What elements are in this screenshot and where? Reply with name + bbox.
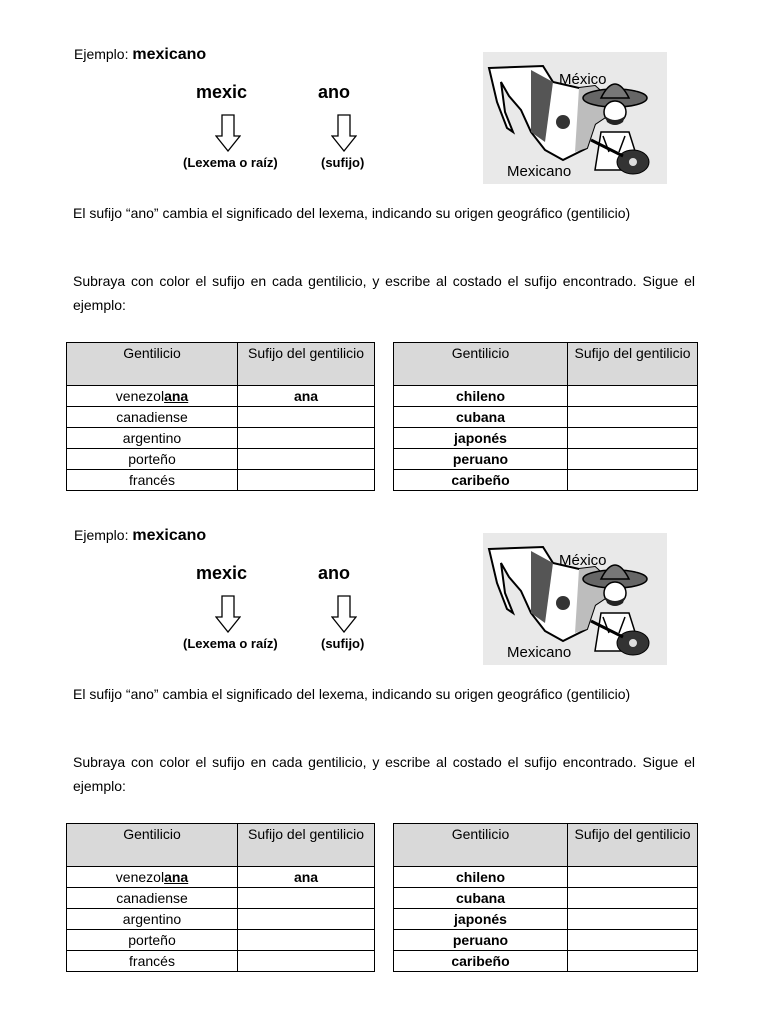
table-row: [394, 386, 698, 407]
image-bottom-text: Mexicano: [507, 644, 572, 661]
gentilicio-cell: caribeño: [394, 951, 568, 972]
table-header: Sufijo del gentilicio: [568, 343, 698, 386]
suffix-answer-cell[interactable]: [568, 951, 698, 972]
worksheet-section-1: [0, 0, 768, 488]
gentilicio-cell: cubana: [394, 407, 568, 428]
gentilicio-cell: japonés: [394, 909, 568, 930]
example-word: mexicano: [132, 46, 207, 63]
image-top-text: México: [559, 71, 607, 88]
table-row: [394, 930, 698, 951]
gentilicio-cell: japonés: [394, 428, 568, 449]
mexico-illustration: [483, 533, 667, 665]
gentilicio-cell: peruano: [394, 449, 568, 470]
gentilicio-cell: caribeño: [394, 470, 568, 491]
gentilicio-cell: francés: [67, 951, 238, 972]
explanation-paragraph: El sufijo “ano” cambia el significado del lexema, indicando su origen geográfico (gentilicio): [73, 205, 631, 221]
explanation-paragraph: El sufijo “ano” cambia el significado del lexema, indicando su origen geográfico (gentilicio): [73, 686, 631, 702]
gentilicio-cell: chileno: [394, 867, 568, 888]
table-header: Sufijo del gentilicio: [238, 343, 375, 386]
example-suffix-answer: ana: [238, 867, 375, 888]
suffix-answer-cell[interactable]: [568, 909, 698, 930]
worksheet-section-2: [0, 481, 768, 969]
suffix-answer-cell[interactable]: [568, 930, 698, 951]
suffix-answer-cell[interactable]: [238, 407, 375, 428]
table-header: Gentilicio: [394, 343, 568, 386]
underlined-suffix: ana: [164, 869, 189, 885]
down-arrow-icon: [331, 595, 357, 633]
example-word: mexicano: [132, 527, 207, 544]
table-row: [67, 386, 375, 407]
down-arrow-icon: [215, 114, 241, 152]
lexeme-word: mexic: [196, 563, 248, 583]
table-header: Sufijo del gentilicio: [568, 824, 698, 867]
example-label: Ejemplo:: [74, 527, 129, 543]
instruction-paragraph: Subraya con color el sufijo en cada gentilicio, y escribe al costado el sufijo encontrado. Sigue el ejemplo:: [73, 273, 695, 313]
gentilicio-table-right: [393, 823, 698, 972]
table-row: [67, 909, 375, 930]
underlined-suffix: ana: [164, 388, 189, 404]
suffix-answer-cell[interactable]: [568, 428, 698, 449]
table-row: [394, 951, 698, 972]
gentilicio-cell: canadiense: [67, 407, 238, 428]
table-row: [394, 867, 698, 888]
gentilicio-cell: argentino: [67, 428, 238, 449]
example-gentilicio-cell: venezolana: [67, 386, 238, 407]
table-header: Gentilicio: [67, 824, 238, 867]
gentilicio-cell: cubana: [394, 888, 568, 909]
table-row: [394, 909, 698, 930]
gentilicio-cell: argentino: [67, 909, 238, 930]
table-row: [67, 951, 375, 972]
table-header: Gentilicio: [67, 343, 238, 386]
suffix-answer-cell[interactable]: [238, 428, 375, 449]
gentilicio-cell: francés: [67, 470, 238, 491]
table-row: [394, 428, 698, 449]
gentilicio-cell: chileno: [394, 386, 568, 407]
suffix-answer-cell[interactable]: [568, 888, 698, 909]
suffix-answer-cell[interactable]: [238, 930, 375, 951]
suffix-caption: (sufijo): [321, 636, 365, 651]
gentilicio-table-left: [66, 823, 375, 972]
image-top-text: México: [559, 552, 607, 569]
down-arrow-icon: [331, 114, 357, 152]
table-header: Gentilicio: [394, 824, 568, 867]
suffix-answer-cell[interactable]: [238, 449, 375, 470]
gentilicio-cell: porteño: [67, 449, 238, 470]
lexeme-caption: (Lexema o raíz): [183, 155, 278, 170]
example-gentilicio-cell: venezolana: [67, 867, 238, 888]
lexeme-caption: (Lexema o raíz): [183, 636, 278, 651]
suffix-word: ano: [318, 563, 351, 583]
suffix-answer-cell[interactable]: [568, 449, 698, 470]
suffix-answer-cell[interactable]: [238, 951, 375, 972]
gentilicio-table-right: [393, 342, 698, 491]
suffix-answer-cell[interactable]: [238, 909, 375, 930]
table-row: [394, 888, 698, 909]
table-row: [394, 449, 698, 470]
instruction-paragraph: Subraya con color el sufijo en cada gentilicio, y escribe al costado el sufijo encontrado. Sigue el ejemplo:: [73, 754, 695, 794]
image-bottom-text: Mexicano: [507, 163, 572, 180]
example-label: Ejemplo:: [74, 46, 129, 62]
table-row: [394, 407, 698, 428]
down-arrow-icon: [215, 595, 241, 633]
lexeme-word: mexic: [196, 82, 248, 102]
table-row: [67, 407, 375, 428]
table-row: [67, 888, 375, 909]
table-row: [67, 428, 375, 449]
suffix-answer-cell[interactable]: [238, 888, 375, 909]
gentilicio-cell: peruano: [394, 930, 568, 951]
suffix-word: ano: [318, 82, 351, 102]
mexico-illustration: [483, 52, 667, 184]
suffix-answer-cell[interactable]: [568, 867, 698, 888]
gentilicio-table-left: [66, 342, 375, 491]
table-row: [67, 867, 375, 888]
example-heading: [74, 527, 206, 545]
table-row: [67, 449, 375, 470]
suffix-answer-cell[interactable]: [568, 386, 698, 407]
table-row: [67, 930, 375, 951]
table-header: Sufijo del gentilicio: [238, 824, 375, 867]
suffix-caption: (sufijo): [321, 155, 365, 170]
example-suffix-answer: ana: [238, 386, 375, 407]
gentilicio-cell: canadiense: [67, 888, 238, 909]
suffix-answer-cell[interactable]: [568, 407, 698, 428]
gentilicio-cell: porteño: [67, 930, 238, 951]
example-heading: [74, 46, 206, 64]
